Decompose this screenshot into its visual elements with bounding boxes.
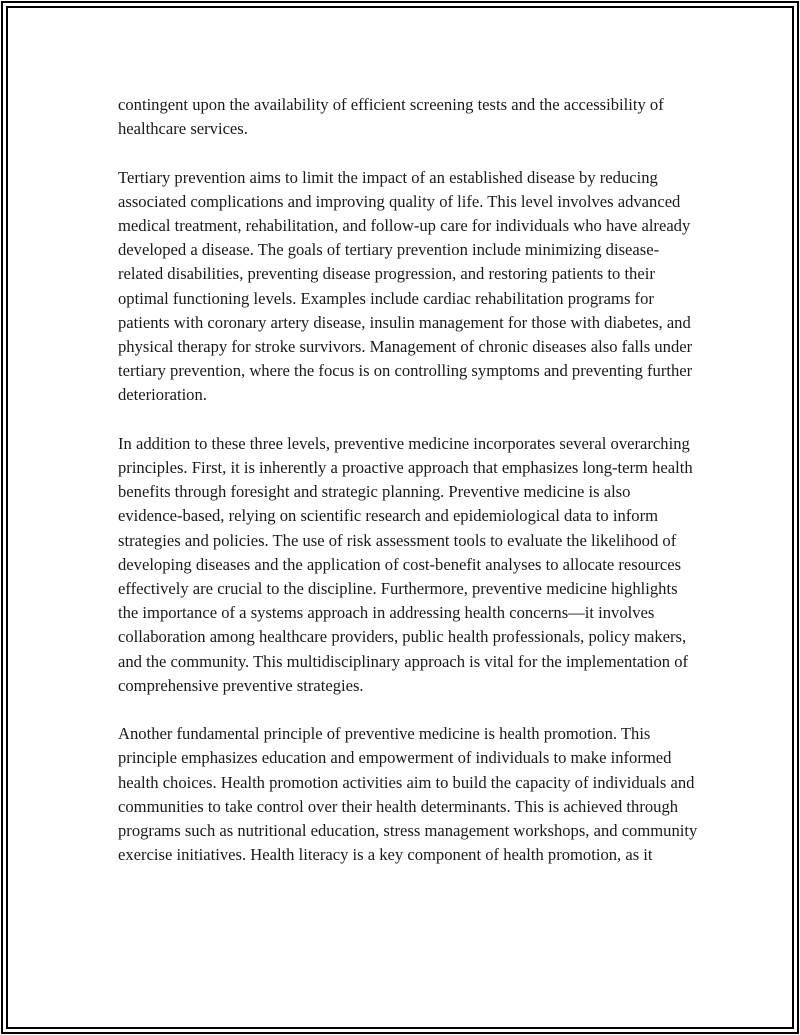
paragraph-tertiary-prevention: Tertiary prevention aims to limit the impact of an established disease by reducing associated complications and improving quality of life. This level involves advanced medical treatment, rehabilitation, and follow-up care for individuals who have already developed a disease. The goals of tertiary prevention include minimizing disease-related disabilities, preventing disease progression, and restoring patients to their optimal functioning levels. Examples include cardiac rehabilitation programs for patients with coronary artery disease, insulin management for those with diabetes, and physical therapy for stroke survivors. Management of chronic diseases also falls under tertiary prevention, where the focus is on controlling symptoms and preventing further deterioration. [118, 167, 693, 405]
document-body [118, 93, 698, 892]
paragraph-overarching-principles: In addition to these three levels, preventive medicine incorporates several overarching principles. First, it is inherently a proactive approach that emphasizes long-term health benefits through foresight and strategic planning. Preventive medicine is also evidence-based, relying on scientific research and epidemiological data to inform strategies and policies. The use of risk assessment tools to evaluate the likelihood of developing diseases and the application of cost-benefit analyses to allocate resources effectively are crucial to the discipline. Furthermore, preventive medicine highlights the importance of a systems approach in addressing health concerns—it involves collaboration among healthcare providers, public health professionals, policy makers, and the community. This multidisciplinary approach is vital for the implementation of comprehensive preventive strategies. [118, 433, 693, 695]
paragraph-screening-continuation: contingent upon the availability of efficient screening tests and the accessibility of healthcare services. [118, 95, 664, 139]
paragraph-health-promotion: Another fundamental principle of preventive medicine is health promotion. This principle emphasizes education and empowerment of individuals to make informed health choices. Health promotion activities aim to build the capacity of individuals and communities to take control over their health determinants. This is achieved through programs such as nutritional education, stress management workshops, and community exercise initiatives. Health literacy is a key component of health promotion, as it [118, 724, 698, 865]
